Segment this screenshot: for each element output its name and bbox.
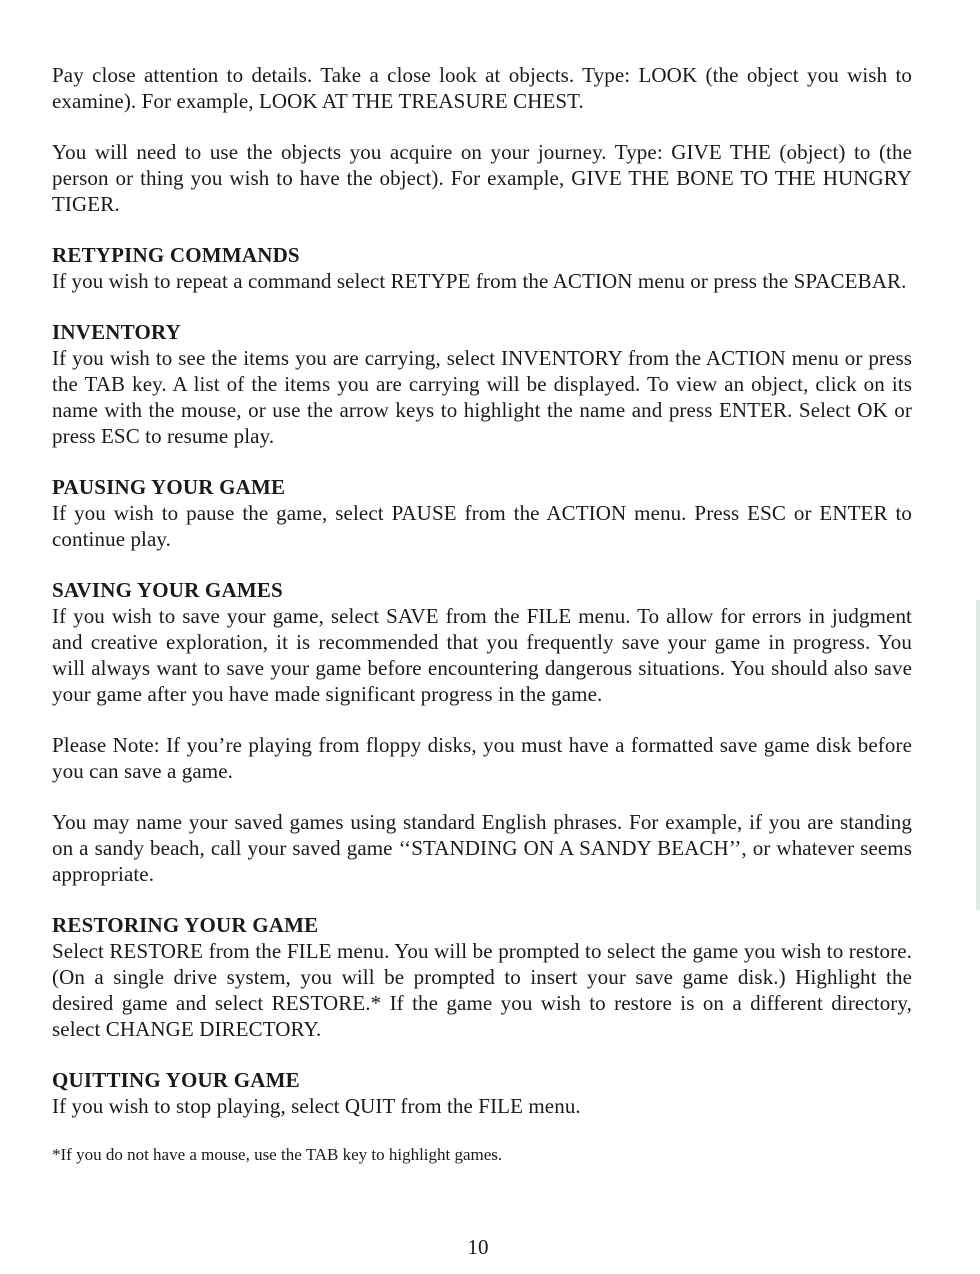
section-heading: INVENTORY <box>52 320 182 344</box>
save-naming-paragraph: You may name your saved games using standard English phrases. For example, if you are standing on a sandy beach, call your saved game ‘‘STANDING ON A SANDY BEACH’’, or whatever seems appropriate. <box>52 810 912 886</box>
section-paragraph: If you wish to pause the game, select PAUSE from the ACTION menu. Press ESC or ENTER to continue play. <box>52 501 912 551</box>
intro-paragraph-give: You will need to use the objects you acquire on your journey. Type: GIVE THE (object) to (the person or thing you wish to have the object). For example, GIVE THE BONE TO THE HUNGRY TIGER. <box>52 140 912 216</box>
section-retyping-commands <box>52 242 912 294</box>
page-edge-tint <box>976 600 980 910</box>
save-note-paragraph: Please Note: If you’re playing from floppy disks, you must have a formatted save game disk before you can save a game. <box>52 733 912 783</box>
section-restoring-your-game <box>52 912 912 1042</box>
manual-page-body <box>52 62 912 1166</box>
section-quitting-your-game <box>52 1067 912 1119</box>
section-pausing-your-game <box>52 474 912 552</box>
section-heading: RETYPING COMMANDS <box>52 243 300 267</box>
page-number: 10 <box>467 1235 489 1259</box>
section-inventory <box>52 319 912 449</box>
section-heading: PAUSING YOUR GAME <box>52 475 286 499</box>
section-paragraph: If you wish to repeat a command select RETYPE from the ACTION menu or press the SPACEBAR. <box>52 269 907 293</box>
section-saving-your-games <box>52 577 912 707</box>
section-heading: SAVING YOUR GAMES <box>52 578 283 602</box>
section-paragraph: If you wish to see the items you are carrying, select INVENTORY from the ACTION menu or press the TAB key. A list of the items you are carrying will be displayed. To view an object, click on its name with the mouse, or use the arrow keys to highlight the name and press ENTER. Select OK or press ESC to resume play. <box>52 346 912 448</box>
section-heading: QUITTING YOUR GAME <box>52 1068 300 1092</box>
section-paragraph: Select RESTORE from the FILE menu. You will be prompted to select the game you wish to restore. (On a single drive system, you will be prompted to insert your save game disk.) Highlight the desired game and select RESTORE.* If the game you wish to restore is on a different directory, select CHANGE DIRECTORY. <box>52 939 912 1041</box>
section-heading: RESTORING YOUR GAME <box>52 913 319 937</box>
intro-paragraph-look: Pay close attention to details. Take a close look at objects. Type: LOOK (the object you wish to examine). For example, LOOK AT THE TREASURE CHEST. <box>52 63 912 113</box>
section-paragraph: If you wish to save your game, select SAVE from the FILE menu. To allow for errors in judgment and creative exploration, it is recommended that you frequently save your game in progress. You will always want to save your game before encountering dangerous situations. You should also save your game after you have made significant progress in the game. <box>52 604 912 706</box>
section-paragraph: If you wish to stop playing, select QUIT from the FILE menu. <box>52 1094 581 1118</box>
footnote: *If you do not have a mouse, use the TAB key to highlight games. <box>52 1145 503 1164</box>
